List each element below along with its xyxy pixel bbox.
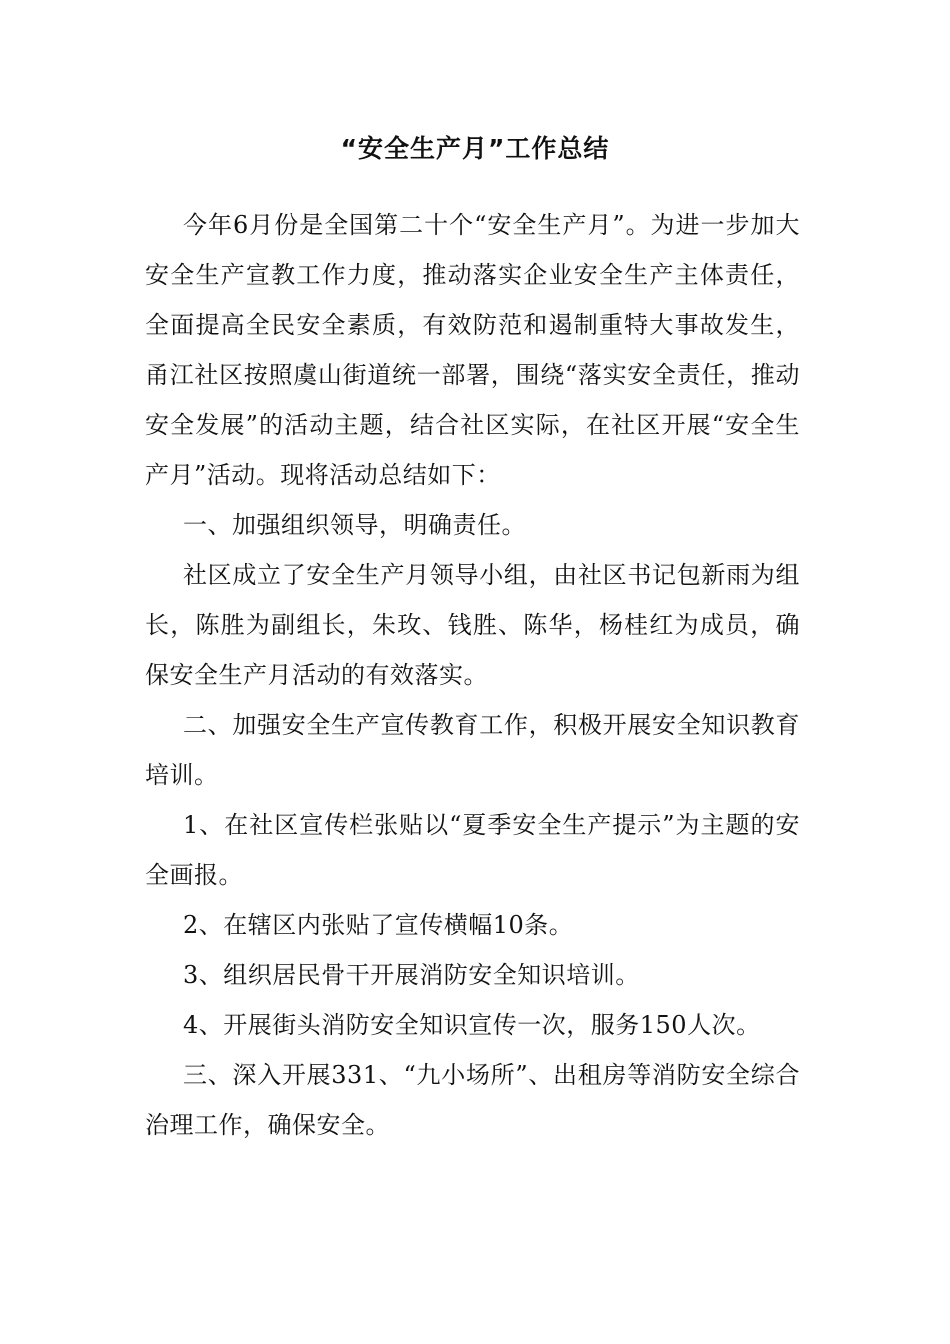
list-item-3: 3、组织居民骨干开展消防安全知识培训。 bbox=[183, 961, 640, 989]
document-title: “安全生产月”工作总结 bbox=[340, 134, 610, 163]
document-body bbox=[145, 200, 800, 1150]
list-item-4: 4、开展街头消防安全知识宣传一次，服务150人次。 bbox=[183, 1011, 761, 1039]
intro-paragraph: 今年6月份是全国第二十个“安全生产月”。为进一步加大安全生产宣教工作力度，推动落实企业安全生产主体责任，全面提高全民安全素质，有效防范和遏制重特大事故发生，甬江社区按照虞山街道统一部署，围绕“落实安全责任，推动安全发展”的活动主题，结合社区实际，在社区开展“安全生产月”活动。现将活动总结如下： bbox=[145, 211, 800, 489]
list-item-2: 2、在辖区内张贴了宣传横幅10条。 bbox=[183, 911, 574, 939]
list-item-1: 1、在社区宣传栏张贴以“夏季安全生产提示”为主题的安全画报。 bbox=[145, 811, 800, 889]
section-heading-1: 一、加强组织领导，明确责任。 bbox=[183, 511, 526, 539]
section-heading-2: 二、加强安全生产宣传教育工作，积极开展安全知识教育培训。 bbox=[145, 711, 800, 789]
section-heading-3: 三、深入开展331、“九小场所”、出租房等消防安全综合治理工作，确保安全。 bbox=[145, 1061, 800, 1139]
section-1-paragraph: 社区成立了安全生产月领导小组，由社区书记包新雨为组长，陈胜为副组长，朱玫、钱胜、陈华，杨桂红为成员，确保安全生产月活动的有效落实。 bbox=[145, 561, 800, 689]
